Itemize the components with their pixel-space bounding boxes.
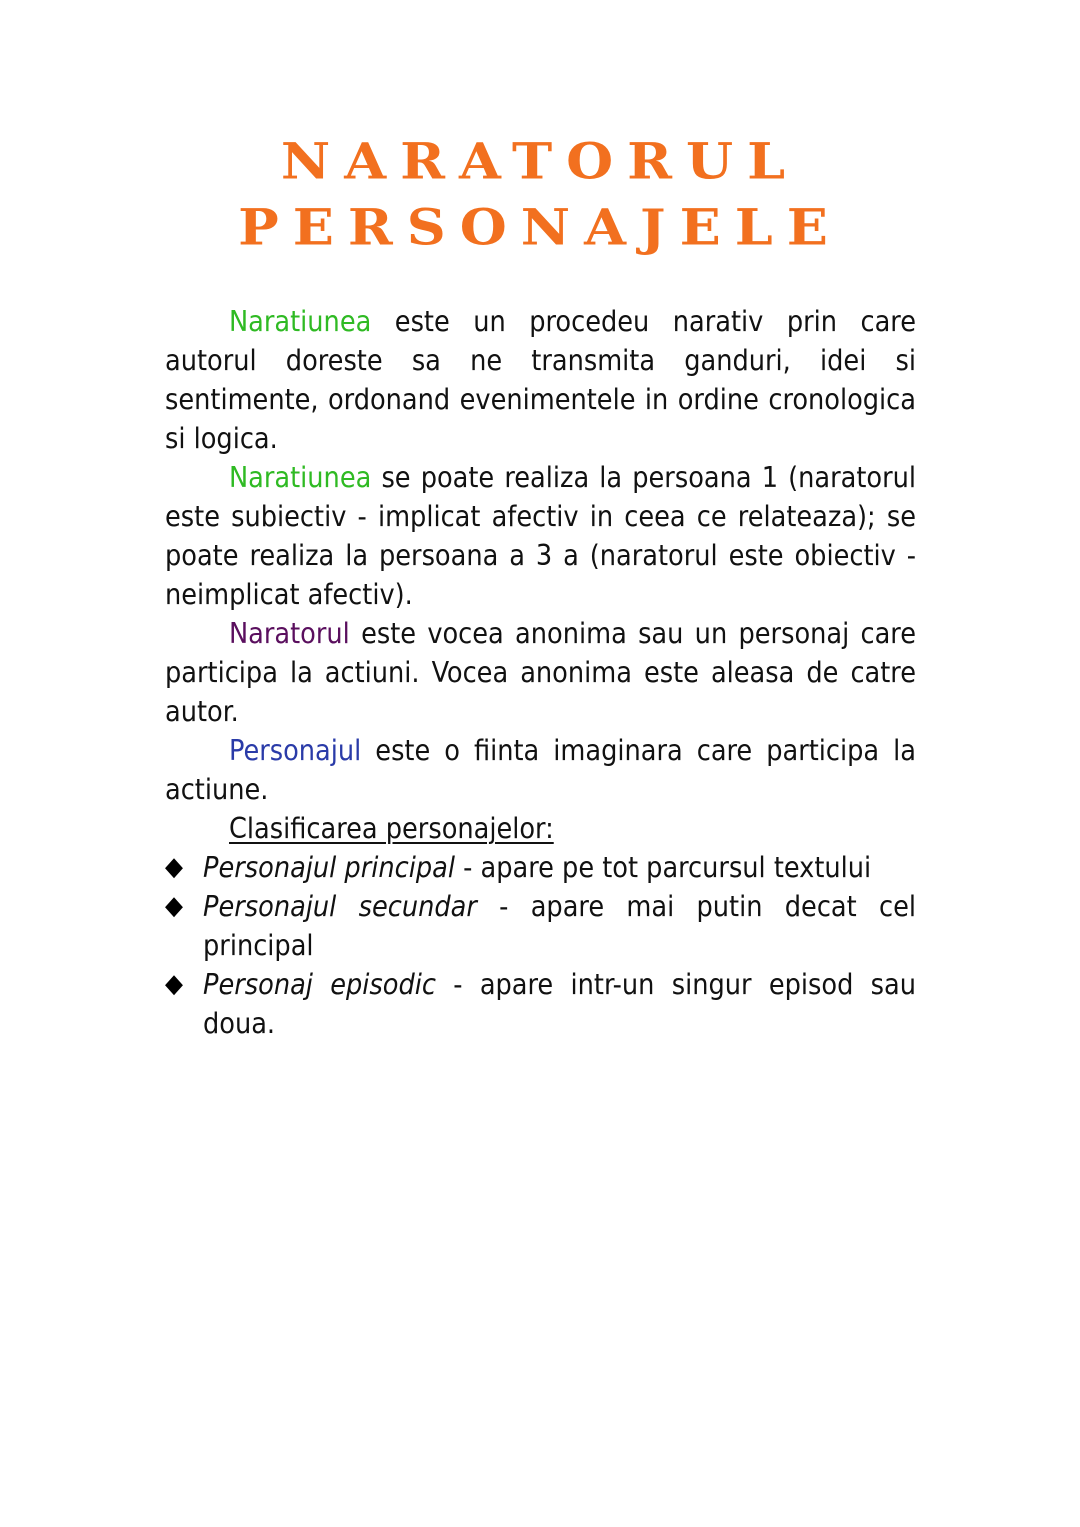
character-type-description: - apare pe tot parcursul textului <box>454 851 872 884</box>
classification-heading: Clasificarea personajelor: <box>229 812 554 845</box>
paragraph-personajul <box>165 731 916 809</box>
title-line-1: NARATORUL <box>280 131 800 191</box>
paragraph-naratiunea-persoana <box>165 458 916 614</box>
paragraph-text: este vocea anonima sau un personaj care participa la actiuni. Vocea anonima este aleasa de catre autor. <box>165 617 916 728</box>
character-type-term: Personajul secundar <box>203 890 477 923</box>
paragraph-text: se poate realiza la persoana 1 (naratorul este subiectiv - implicat afectiv in ceea ce relateaza); se poate realiza la persoana a 3 a (naratorul este obiectiv - neimplicat afectiv). <box>165 461 916 611</box>
character-type-description: - apare mai putin decat cel principal <box>203 890 916 962</box>
list-item <box>165 887 916 965</box>
keyword-naratiunea: Naratiunea <box>229 461 372 494</box>
keyword-naratiunea: Naratiunea <box>229 305 372 338</box>
paragraph-text: este un procedeu narativ prin care autorul doreste sa ne transmita ganduri, idei si sentimente, ordonand evenimentele in ordine cronologica si logica. <box>165 305 916 455</box>
keyword-personajul: Personajul <box>229 734 362 767</box>
character-type-term: Personajul principal <box>203 851 455 884</box>
document-body <box>165 302 916 1043</box>
classification-list <box>165 848 916 1043</box>
paragraph-text: este o fiinta imaginara care participa la actiune. <box>165 734 916 806</box>
keyword-naratorul: Naratorul <box>229 617 350 650</box>
diamond-bullet-icon: ◆ <box>165 891 183 921</box>
paragraph-naratorul <box>165 614 916 731</box>
character-type-term: Personaj episodic <box>203 968 436 1001</box>
character-type-description: - apare intr-un singur episod sau doua. <box>203 968 916 1040</box>
list-item <box>165 848 916 887</box>
paragraph-naratiunea-definition <box>165 302 916 458</box>
title-line-2: PERSONAJELE <box>238 197 842 257</box>
diamond-bullet-icon: ◆ <box>165 852 183 882</box>
diamond-bullet-icon: ◆ <box>165 969 183 999</box>
list-item <box>165 965 916 1043</box>
